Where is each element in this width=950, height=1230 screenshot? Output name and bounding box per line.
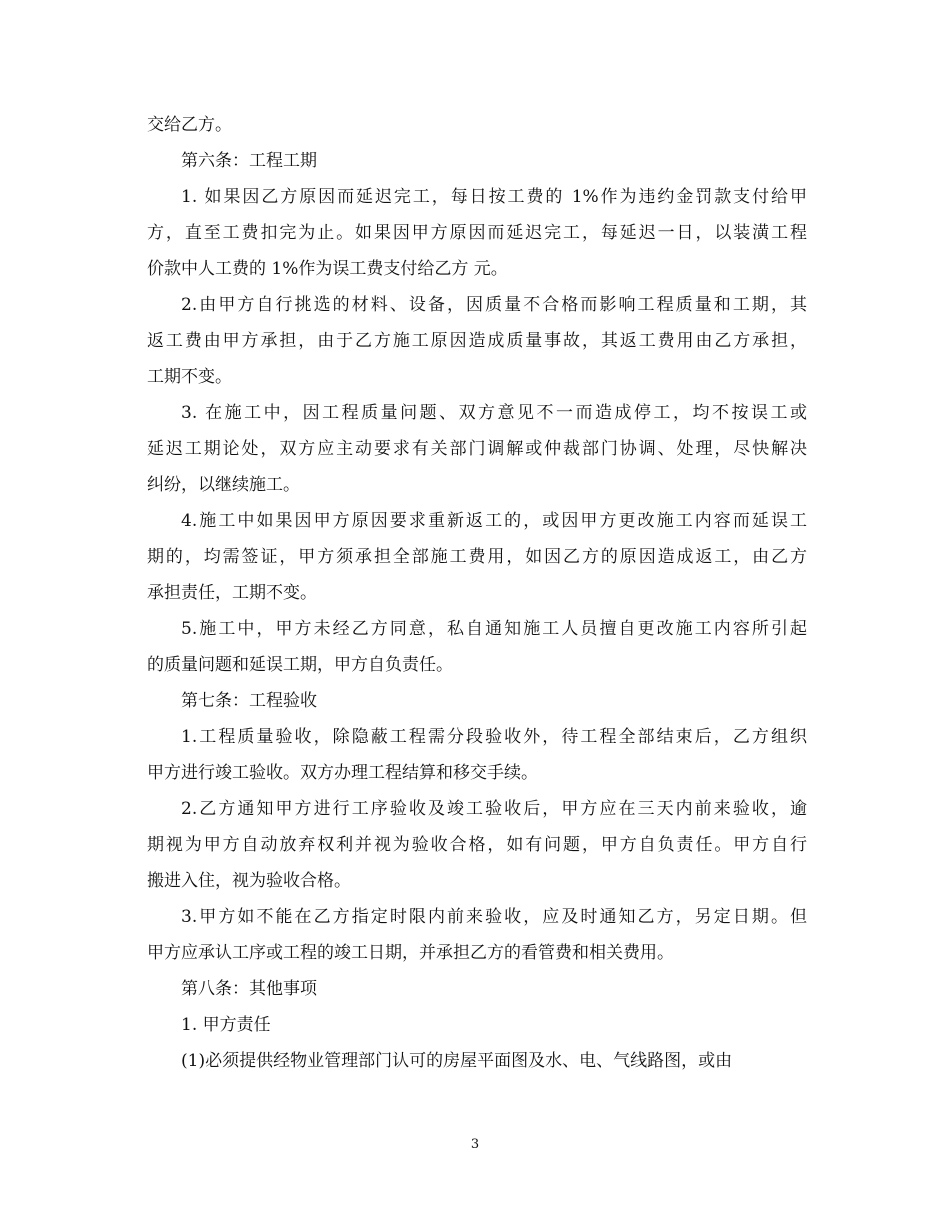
heading-text: 第八条：其他事项 (181, 979, 317, 999)
document-body (147, 114, 807, 1073)
text-line: 甲方应承认工序或工程的竣工日期，并承担乙方的看管费和相关费用。 (147, 943, 674, 963)
paragraph-8-1-1 (147, 1050, 807, 1073)
text-line: 4.施工中如果因甲方原因要求重新返工的，或因甲方更改施工内容而延误工 (181, 511, 807, 531)
section-heading-6 (147, 150, 807, 173)
text-line: 延迟工期论处，双方应主动要求有关部门调解或仲裁部门协调、处理，尽快解决 (147, 439, 807, 459)
text-line: 期的，均需签证，甲方须承担全部施工费用，如因乙方的原因造成返工，由乙方 (147, 547, 807, 567)
text-line: (1)必须提供经物业管理部门认可的房屋平面图及水、电、气线路图，或由 (181, 1051, 733, 1071)
text-line: 3. 在施工中，因工程质量问题、双方意见不一而造成停工，均不按误工或 (181, 403, 807, 423)
paragraph-7-2 (147, 798, 807, 893)
text-line: 2.由甲方自行挑选的材料、设备，因质量不合格而影响工程质量和工期，其 (181, 295, 807, 315)
paragraph-6-5 (147, 618, 807, 677)
paragraph-6-1 (147, 186, 807, 281)
text-line: 搬进入住，视为验收合格。 (147, 871, 351, 891)
paragraph-7-3 (147, 906, 807, 965)
text-line: 承担责任，工期不变。 (147, 583, 317, 603)
text-line: 交给乙方。 (147, 115, 232, 135)
paragraph-6-2 (147, 294, 807, 389)
text-line: 返工费由甲方承担，由于乙方施工原因造成质量事故，其返工费用由乙方承担， (147, 331, 807, 351)
paragraph-6-3 (147, 402, 807, 497)
section-heading-7 (147, 690, 807, 713)
text-line: 期视为甲方自动放弃权利并视为验收合格，如有问题，甲方自负责任。甲方自行 (147, 835, 807, 855)
text-line: 价款中人工费的 1%作为误工费支付给乙方 元。 (147, 259, 508, 279)
subheading-8-1 (147, 1014, 807, 1037)
paragraph-continuation (147, 114, 807, 137)
paragraph-7-1 (147, 726, 807, 785)
text-line: 工期不变。 (147, 367, 232, 387)
text-line: 5.施工中，甲方未经乙方同意，私自通知施工人员擅自更改施工内容所引起 (181, 619, 807, 639)
heading-text: 第六条：工程工期 (181, 151, 317, 171)
page-number: 3 (470, 1137, 480, 1152)
text-line: 1.工程质量验收，除隐蔽工程需分段验收外，待工程全部结束后，乙方组织 (181, 727, 807, 747)
text-line: 的质量问题和延误工期，甲方自负责任。 (147, 655, 453, 675)
text-line: 1. 如果因乙方原因而延迟完工，每日按工费的 1%作为违约金罚款支付给甲 (181, 187, 807, 207)
paragraph-6-4 (147, 510, 807, 605)
heading-text: 第七条：工程验收 (181, 691, 317, 711)
text-line: 纠纷，以继续施工。 (147, 475, 300, 495)
text-line: 方，直至工费扣完为止。如果因甲方原因而延迟完工，每延迟一日，以装潢工程 (147, 223, 807, 243)
text-line: 1. 甲方责任 (181, 1015, 271, 1035)
text-line: 2.乙方通知甲方进行工序验收及竣工验收后，甲方应在三天内前来验收，逾 (181, 799, 807, 819)
section-heading-8 (147, 978, 807, 1001)
text-line: 3.甲方如不能在乙方指定时限内前来验收，应及时通知乙方，另定日期。但 (181, 907, 807, 927)
text-line: 甲方进行竣工验收。双方办理工程结算和移交手续。 (147, 763, 538, 783)
